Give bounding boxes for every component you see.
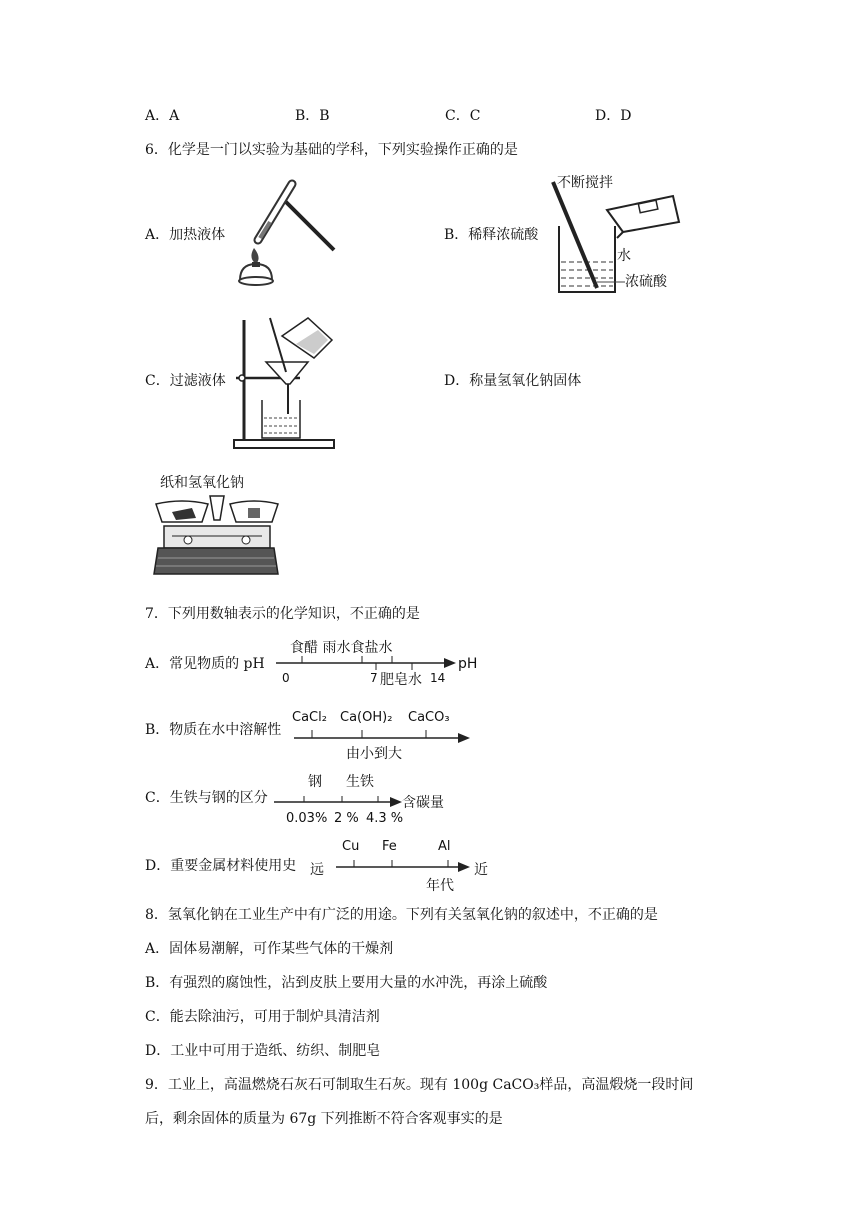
q8-option-a: A．固体易潮解，可作某些气体的干燥剂 — [145, 941, 394, 957]
water-label: 水 — [617, 248, 631, 264]
heating-liquid-figure — [232, 178, 342, 290]
solubility-axis-figure — [290, 704, 472, 762]
acid-label: 浓硫酸 — [625, 274, 667, 290]
ph-tick-7: 7 — [370, 671, 378, 685]
solubility-s1: CaCl₂ — [292, 710, 327, 725]
carbon-end-label: 含碳量 — [402, 795, 444, 811]
axis-far-label: 远 — [310, 862, 324, 878]
carbon-v2: 2 % — [334, 811, 359, 826]
q7-option-b: B．物质在水中溶解性 — [145, 722, 282, 738]
q7-stem: 7．下列用数轴表示的化学知识，不正确的是 — [145, 606, 420, 622]
carbon-v1: 0.03% — [286, 811, 328, 826]
axis-era-label: 年代 — [426, 878, 454, 894]
ph-top-labels: 食醋 雨水食盐水 — [290, 640, 393, 656]
carbon-v3: 4.3 % — [366, 811, 404, 826]
stir-label: 不断搅拌 — [557, 175, 613, 191]
q7-option-c: C．生铁与钢的区分 — [145, 790, 268, 806]
metal-cu: Cu — [342, 839, 360, 854]
q8-option-b: B．有强烈的腐蚀性，沾到皮肤上要用大量的水冲洗，再涂上硫酸 — [145, 975, 548, 991]
q6-option-d: D．称量氢氧化钠固体 — [444, 373, 582, 389]
q8-stem: 8．氢氧化钠在工业生产中有广泛的用途。下列有关氢氧化钠的叙述中，不正确的是 — [145, 907, 658, 923]
ph-tick-14: 14 — [430, 671, 446, 685]
carbon-axis-figure — [270, 770, 460, 828]
q5-option-a: A．A — [145, 108, 180, 124]
ph-end-label: pH — [458, 656, 478, 672]
filtration-figure — [228, 314, 340, 452]
q6-option-a: A．加热液体 — [145, 227, 226, 243]
q5-option-d: D．D — [595, 108, 632, 124]
ph-tick-0: 0 — [282, 671, 290, 685]
q6-option-c: C．过滤液体 — [145, 373, 226, 389]
q9-line-1: 9．工业上，高温燃烧石灰石可制取生石灰。现有 100g CaCO₃样品，高温煅烧一段时间 — [145, 1077, 694, 1093]
carbon-iron-label: 生铁 — [346, 774, 374, 790]
q8-option-d: D．工业中可用于造纸、纺织、制肥皂 — [145, 1043, 381, 1059]
q8-option-c: C．能去除油污，可用于制炉具清洁剂 — [145, 1009, 380, 1025]
axis-near-label: 近 — [474, 862, 488, 878]
solubility-s3: CaCO₃ — [408, 710, 450, 725]
balance-figure — [152, 470, 280, 580]
metal-fe: Fe — [382, 839, 397, 854]
q6-stem: 6．化学是一门以实验为基础的学科，下列实验操作正确的是 — [145, 142, 518, 158]
carbon-steel-label: 钢 — [308, 774, 322, 790]
balance-label: 纸和氢氧化钠 — [160, 475, 244, 491]
q7-option-d: D．重要金属材料使用史 — [145, 858, 297, 874]
solubility-below: 由小到大 — [346, 746, 402, 762]
q5-option-c: C．C — [445, 108, 481, 124]
metal-history-axis-figure — [308, 834, 494, 894]
q9-line-2: 后，剩余固体的质量为 67g 下列推断不符合客观事实的是 — [145, 1111, 503, 1127]
metal-al: Al — [438, 839, 451, 854]
ph-soap-label: 肥皂水 — [380, 672, 422, 688]
dilute-acid-figure — [545, 172, 685, 297]
solubility-s2: Ca(OH)₂ — [340, 710, 393, 725]
q5-option-b: B．B — [295, 108, 330, 124]
ph-axis-figure — [272, 636, 482, 690]
q7-option-a: A．常见物质的 pH — [145, 656, 265, 672]
q6-option-b: B．稀释浓硫酸 — [444, 227, 539, 243]
